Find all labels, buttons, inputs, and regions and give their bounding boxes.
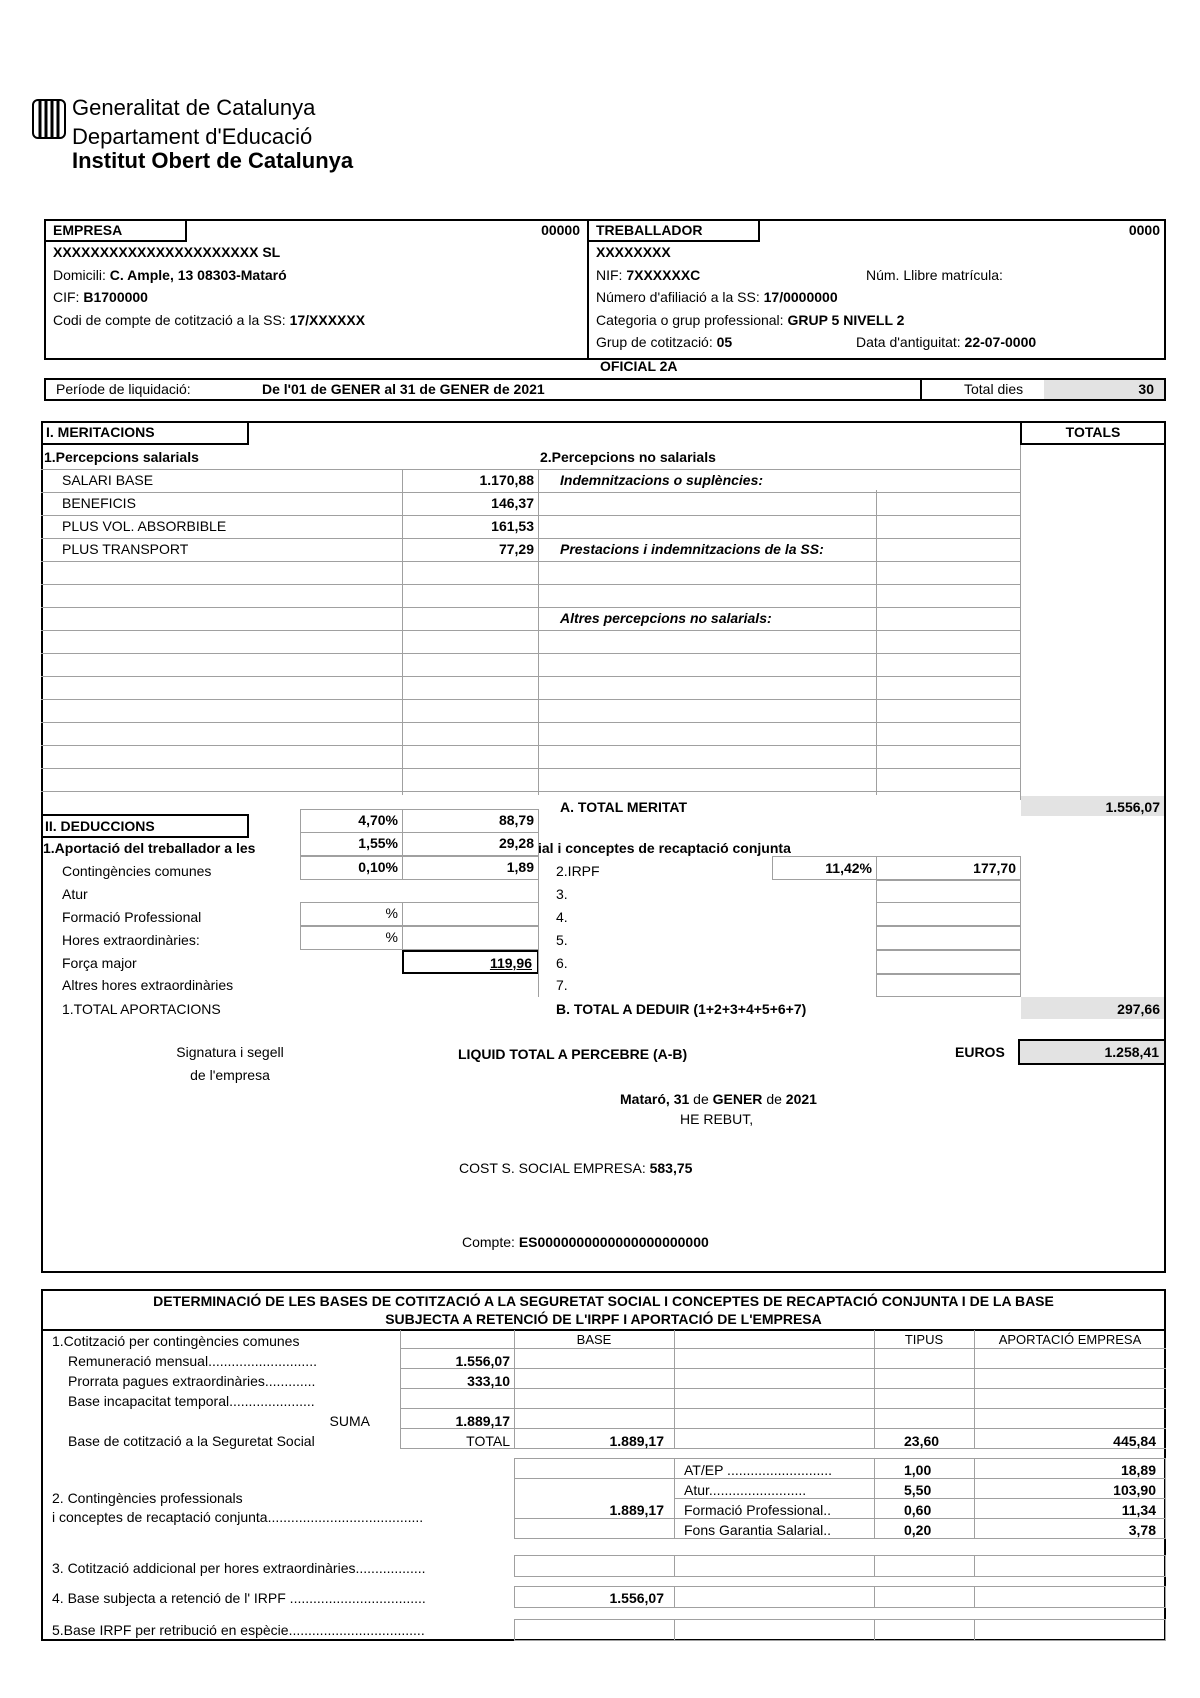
col-base: BASE xyxy=(576,1332,612,1347)
meritacio-value: 146,37 xyxy=(491,495,534,511)
s2-row-tipus: 0,20 xyxy=(904,1522,932,1538)
treballador-antiguitat: Data d'antiguitat: 22-07-0000 xyxy=(856,334,1037,350)
deduccio-num: 4. xyxy=(556,909,568,925)
meritacio-value: 161,53 xyxy=(491,518,534,534)
deduccio-label: Atur xyxy=(62,886,88,902)
suma-value: 1.889,17 xyxy=(455,1413,510,1429)
aport-cc: 445,84 xyxy=(1113,1433,1156,1449)
rem-value: 1.556,07 xyxy=(455,1353,510,1369)
bases-title1: DETERMINACIÓ DE LES BASES DE COTITZACIÓ A LA SEGURETAT SOCIAL I CONCEPTES DE RECAPTACIÓ CONJUNTA I DE LA BASE xyxy=(153,1293,1054,1309)
s2-base: 1.889,17 xyxy=(609,1502,664,1518)
s2-row-label: AT/EP ........................... xyxy=(684,1462,833,1478)
deduccio-pct: 0,10% xyxy=(358,859,398,875)
meritacio-value: 77,29 xyxy=(498,541,534,557)
s1-title: 1.Cotització per contingències comunes xyxy=(52,1333,300,1349)
treballador-afiliacio: Número d'afiliació a la SS: 17/0000000 xyxy=(596,289,838,305)
liquid-value: 1.258,41 xyxy=(1104,1044,1159,1060)
deduccio-pct: 4,70% xyxy=(358,812,398,828)
treballador-label: TREBALLADOR xyxy=(596,222,703,238)
he-rebut: HE REBUT, xyxy=(680,1111,754,1127)
total-dies-label: Total dies xyxy=(964,381,1024,397)
total-dies-value: 30 xyxy=(1138,381,1154,397)
deduccio-num: 6. xyxy=(556,955,568,971)
s2-row-tipus: 1,00 xyxy=(904,1462,932,1478)
s2-row-label: Formació Professional.. xyxy=(684,1502,832,1518)
col-tipus: TIPUS xyxy=(904,1332,944,1347)
totals-label: TOTALS xyxy=(1065,424,1121,440)
bases-title2: SUBJECTA A RETENCIÓ DE L'IRPF I APORTACIÓ DE L'EMPRESA xyxy=(385,1311,822,1327)
total-meritat-label: A. TOTAL MERITAT xyxy=(560,799,688,815)
signatura-line1: Signatura i segell xyxy=(176,1044,284,1060)
deduccio-label: Formació Professional xyxy=(62,909,202,925)
no-salarials-title: 2.Percepcions no salarials xyxy=(540,449,716,465)
meritacio-label: BENEFICIS xyxy=(62,495,136,511)
s2-line2: i conceptes de recaptació conjunta........................................ xyxy=(52,1509,424,1525)
deduccio-num: 3. xyxy=(556,886,568,902)
header-line1: Generalitat de Catalunya xyxy=(72,95,316,120)
meritacio-value: 1.170,88 xyxy=(479,472,534,488)
total-deduir-label: B. TOTAL A DEDUIR (1+2+3+4+5+6+7) xyxy=(556,1001,807,1017)
total-deduir-value: 297,66 xyxy=(1117,1001,1160,1017)
deduccio-label: Contingències comunes xyxy=(62,863,212,879)
deduccio-label: Hores extraordinàries: xyxy=(62,932,200,948)
s2-row-tipus: 0,60 xyxy=(904,1502,932,1518)
generalitat-logo-icon xyxy=(32,97,66,141)
header-line2: Departament d'Educació xyxy=(72,124,313,149)
treballador-name: XXXXXXXX xyxy=(596,244,671,260)
compte: Compte: ES0000000000000000000000 xyxy=(462,1234,709,1250)
s2-line1: 2. Contingències professionals xyxy=(52,1490,243,1506)
s2-row-label: Atur......................... xyxy=(684,1482,807,1498)
empresa-name: XXXXXXXXXXXXXXXXXXXXXX SL xyxy=(53,244,281,260)
irpf-pct: 11,42% xyxy=(825,860,872,876)
deduccio-pct: 1,55% xyxy=(358,835,398,851)
deduccio-num: 7. xyxy=(556,977,568,993)
empresa-domicili: Domicili: C. Ample, 13 08303-Mataró xyxy=(53,267,287,283)
deduccio-amt: 88,79 xyxy=(498,812,534,828)
prorrata-label: Prorrata pagues extraordinàries............. xyxy=(68,1373,316,1389)
s5-label: 5.Base IRPF per retribució en espècie................................... xyxy=(52,1622,425,1638)
empresa-ccc: Codi de compte de cotització a la SS: 17/XXXXXX xyxy=(53,312,366,328)
forca-major-total: 119,96 xyxy=(489,955,532,971)
meritacions-title: I. MERITACIONS xyxy=(46,424,155,440)
incap-label: Base incapacitat temporal...................... xyxy=(68,1393,315,1409)
empresa-code: 00000 xyxy=(541,222,580,238)
s2-row-label: Fons Garantia Salarial.. xyxy=(684,1522,832,1538)
empresa-label: EMPRESA xyxy=(53,222,123,238)
euros-label: EUROS xyxy=(955,1044,1005,1060)
s2-row-aport: 18,89 xyxy=(1120,1462,1156,1478)
pct-sign: % xyxy=(385,929,398,945)
periode-label: Període de liquidació: xyxy=(56,381,191,397)
s2-row-aport: 11,34 xyxy=(1121,1502,1156,1518)
treballador-categoria: Categoria o grup professional: GRUP 5 NIVELL 2 xyxy=(596,312,905,328)
total-aportacions-label: 1.TOTAL APORTACIONS xyxy=(62,1001,221,1017)
indemnitzacions-label: Indemnitzacions o suplències: xyxy=(560,472,764,488)
s4-label: 4. Base subjecta a retenció de l' IRPF ................................... xyxy=(52,1590,426,1606)
s3-label: 3. Cotització addicional per hores extraordinàries.................. xyxy=(52,1560,426,1576)
tipus-cc: 23,60 xyxy=(904,1433,940,1449)
header-line3: Institut Obert de Catalunya xyxy=(72,148,354,173)
col-aport: APORTACIÓ EMPRESA xyxy=(998,1332,1142,1347)
irpf-label: 2.IRPF xyxy=(556,863,600,879)
suma-label: SUMA xyxy=(329,1413,370,1429)
treballador-code: 0000 xyxy=(1128,222,1160,238)
pct-sign: % xyxy=(385,905,398,921)
total-meritat-value: 1.556,07 xyxy=(1105,799,1160,815)
deduccio-label: Altres hores extraordinàries xyxy=(62,977,234,993)
signatura-line2: de l'empresa xyxy=(190,1067,270,1083)
altres-label: Altres percepcions no salarials: xyxy=(560,610,772,626)
s4-value: 1.556,07 xyxy=(609,1590,664,1606)
deduccions-title: II. DEDUCCIONS xyxy=(45,818,155,834)
meritacio-label: PLUS TRANSPORT xyxy=(62,541,189,557)
aportacio-title: 1.Aportació del treballador a les xyxy=(43,840,256,856)
deduccio-amt: 29,28 xyxy=(498,835,534,851)
prestacions-label: Prestacions i indemnitzacions de la SS: xyxy=(560,541,824,557)
cost-ss: COST S. SOCIAL EMPRESA: 583,75 xyxy=(459,1160,693,1176)
deduccio-label: Força major xyxy=(62,955,137,971)
meritacio-label: SALARI BASE xyxy=(62,472,154,488)
rem-label: Remuneració mensual............................ xyxy=(68,1353,317,1369)
meritacio-label: PLUS VOL. ABSORBIBLE xyxy=(62,518,227,534)
date-line: Mataró, 31 de GENER de 2021 xyxy=(620,1091,817,1107)
salarials-title: 1.Percepcions salarials xyxy=(44,449,199,465)
empresa-cif: CIF: B1700000 xyxy=(53,289,148,305)
liquid-label: LIQUID TOTAL A PERCEBRE (A-B) xyxy=(458,1046,688,1062)
base-ss-label: Base de cotització a la Seguretat Social xyxy=(68,1433,315,1449)
deduccio-amt: 1,89 xyxy=(506,859,534,875)
treballador-oficial: OFICIAL 2A xyxy=(600,358,678,374)
aportacio-title-tail: ial i conceptes de recaptació conjunta xyxy=(538,840,791,856)
periode-value: De l'01 de GENER al 31 de GENER de 2021 xyxy=(262,381,545,397)
base-ss-value: 1.889,17 xyxy=(609,1433,664,1449)
prorrata-value: 333,10 xyxy=(467,1373,510,1389)
treballador-grup: Grup de cotització: 05 xyxy=(596,334,733,350)
total-label: TOTAL xyxy=(466,1433,510,1449)
treballador-llibre: Núm. Llibre matrícula: xyxy=(866,267,1003,283)
s2-row-aport: 103,90 xyxy=(1113,1482,1156,1498)
s2-row-aport: 3,78 xyxy=(1128,1522,1156,1538)
treballador-nif: NIF: 7XXXXXXC xyxy=(596,267,701,283)
deduccio-num: 5. xyxy=(556,932,568,948)
irpf-amt: 177,70 xyxy=(973,860,1016,876)
s2-row-tipus: 5,50 xyxy=(904,1482,932,1498)
